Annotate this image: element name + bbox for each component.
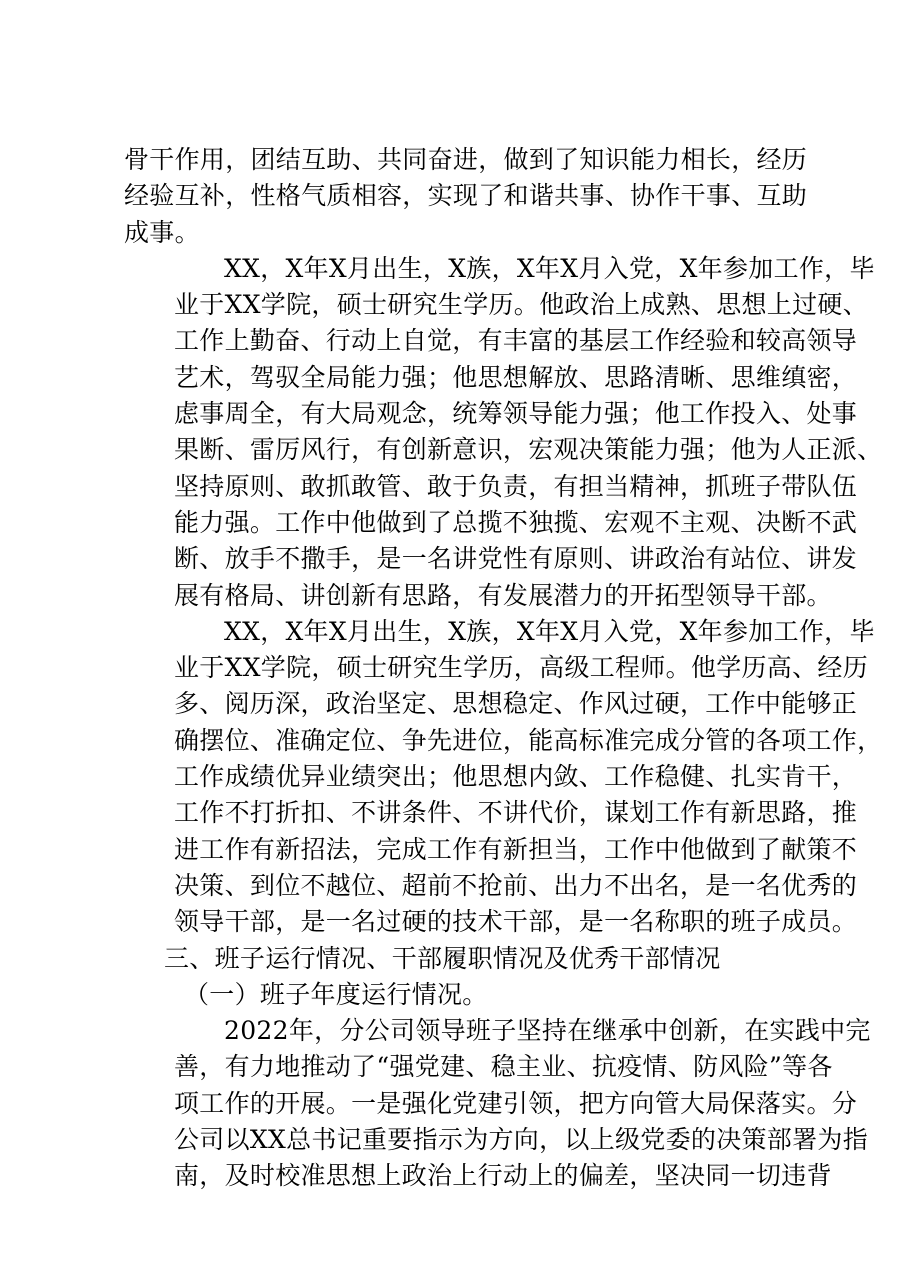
document-body <box>124 142 883 1195</box>
text-line: 确摆位、准确定位、争先进位，能高标准完成分管的各项工作， <box>174 725 883 755</box>
text-line: 决策、到位不越位、超前不抢前、出力不出名，是一名优秀的 <box>174 870 858 900</box>
text-line: 骨干作用，团结互助、共同奋进，做到了知识能力相长，经历 <box>124 145 808 174</box>
text-line: 工作成绩优异业绩突出；他思想内敛、工作稳健、扎实肯干， <box>174 762 858 792</box>
heading-text: 三、班子运行情况、干部履职情况及优秀干部情况 <box>164 943 721 973</box>
text-line: 业于XX学院，硕士研究生学历。他政治上成熟、思想上过硬、 <box>174 290 868 320</box>
section-heading <box>124 941 796 977</box>
text-line: 善，有力地推动了“强党建、稳主业、抗疫情、防风险”等各 <box>174 1052 833 1082</box>
text-line: 果断、雷厉风行，有创新意识，宏观决策能力强；他为人正派、 <box>174 435 883 465</box>
paragraph-continuation <box>124 142 808 251</box>
subheading-text: （一）班子年度运行情况。 <box>184 979 488 1009</box>
paragraph-profile-1 <box>124 251 883 614</box>
text-line: 断、放手不撒手，是一名讲党性有原则、讲政治有站位、讲发 <box>174 544 858 574</box>
text-line: 坚持原则、敢抓敢管、敢于负责，有担当精神，抓班子带队伍 <box>174 471 858 501</box>
text-line: 工作不打折扣、不讲条件、不讲代价，谋划工作有新思路，推 <box>174 798 858 828</box>
text-line: 经验互补，性格气质相容，实现了和谐共事、协作干事、互助 <box>124 181 808 211</box>
text-line: 项工作的开展。一是强化党建引领，把方向管大局保落实。分 <box>174 1088 858 1118</box>
text-line: XX，X年X月出生，X族，X年X月入党，X年参加工作，毕 <box>224 253 875 283</box>
text-line: 工作上勤奋、行动上自觉，有丰富的基层工作经验和较高领导 <box>174 326 858 356</box>
text-line: 能力强。工作中他做到了总揽不独揽、宏观不主观、决断不武 <box>174 507 858 537</box>
text-line: XX，X年X月出生，X族，X年X月入党，X年参加工作，毕 <box>224 616 875 646</box>
text-line: 领导干部，是一名过硬的技术干部，是一名称职的班子成员。 <box>174 907 858 937</box>
paragraph-team-operation <box>124 1013 871 1194</box>
text-line: 进工作有新招法，完成工作有新担当，工作中他做到了献策不 <box>174 834 858 864</box>
text-line: 业于XX学院，硕士研究生学历，高级工程师。他学历高、经历 <box>174 653 868 683</box>
text-line: 虑事周全，有大局观念，统筹领导能力强；他工作投入、处事 <box>174 399 858 429</box>
subsection-heading <box>124 977 796 1013</box>
text-line: 艺术，驾驭全局能力强；他思想解放、思路清晰、思维缜密， <box>174 362 858 392</box>
text-line: 展有格局、讲创新有思路，有发展潜力的开拓型领导干部。 <box>174 580 832 610</box>
text-line: 公司以XX总书记重要指示为方向，以上级党委的决策部署为指 <box>174 1125 868 1155</box>
text-line: 多、阅历深，政治坚定、思想稳定、作风过硬，工作中能够正 <box>174 689 858 719</box>
text-line: 成事。 <box>124 217 200 247</box>
text-line: 2022年，分公司领导班子坚持在继承中创新，在实践中完 <box>224 1016 871 1046</box>
paragraph-profile-2 <box>124 614 883 941</box>
text-line: 南，及时校准思想上政治上行动上的偏差，坚决同一切违背 <box>174 1161 832 1191</box>
